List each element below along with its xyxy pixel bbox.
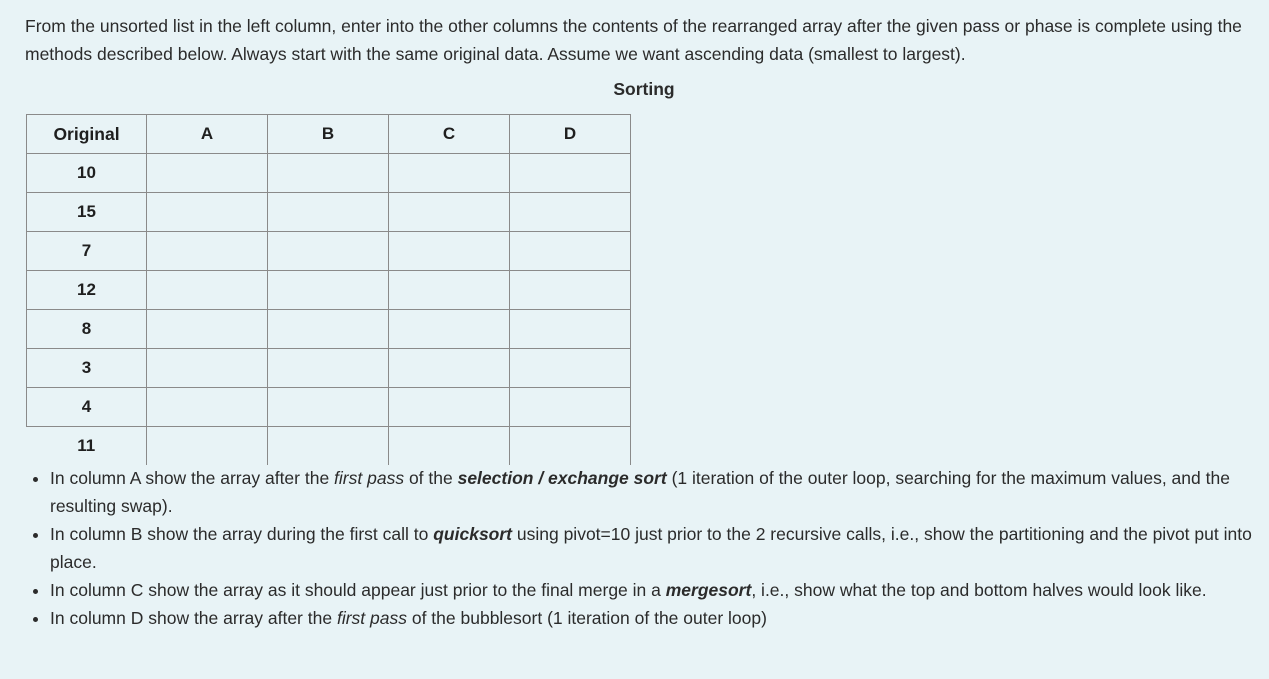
- table-row: [27, 427, 631, 466]
- instruction-text: In column B show the array during the first call to: [50, 524, 434, 544]
- instruction-text: of the: [404, 468, 458, 488]
- original-value: 15: [27, 193, 147, 232]
- answer-cell-c[interactable]: [389, 271, 510, 310]
- answer-cell-d[interactable]: [510, 154, 631, 193]
- answer-cell-c[interactable]: [389, 388, 510, 427]
- answer-cell-c[interactable]: [389, 427, 510, 466]
- answer-cell-b[interactable]: [268, 349, 389, 388]
- answer-cell-d[interactable]: [510, 271, 631, 310]
- emphasis-algorithm: mergesort: [665, 580, 752, 600]
- answer-cell-d[interactable]: [510, 427, 631, 466]
- table-caption: Sorting: [613, 79, 675, 99]
- emphasis-first-pass: first pass: [334, 468, 405, 488]
- answer-cell-b[interactable]: [268, 232, 389, 271]
- answer-cell-b[interactable]: [268, 154, 389, 193]
- answer-cell-a[interactable]: [147, 310, 268, 349]
- answer-cell-a[interactable]: [147, 232, 268, 271]
- instruction-text: using pivot=10 just prior to the 2 recursive calls, i.e., show the partitioning and the pivot put into place.: [50, 524, 1252, 572]
- instruction-column-c: [50, 576, 1269, 604]
- header-c: C: [389, 115, 510, 154]
- answer-cell-d[interactable]: [510, 388, 631, 427]
- original-value: 8: [27, 310, 147, 349]
- answer-cell-a[interactable]: [147, 154, 268, 193]
- intro-paragraph: From the unsorted list in the left column, enter into the other columns the contents of the rearranged array after the given pass or phase is complete using the methods described below. Always start with the same original data. Assume we want ascending data (smallest to largest).: [25, 16, 1242, 64]
- answer-cell-a[interactable]: [147, 271, 268, 310]
- answer-cell-d[interactable]: [510, 193, 631, 232]
- table-row: [27, 193, 631, 232]
- answer-cell-c[interactable]: [389, 232, 510, 271]
- table-row: [27, 349, 631, 388]
- instruction-text: , i.e., show what the top and bottom halves would look like.: [751, 580, 1207, 600]
- header-b: B: [268, 115, 389, 154]
- instruction-text: of the bubblesort (1 iteration of the outer loop): [406, 608, 767, 628]
- answer-cell-b[interactable]: [268, 388, 389, 427]
- answer-cell-c[interactable]: [389, 349, 510, 388]
- table-row: [27, 232, 631, 271]
- answer-cell-a[interactable]: [147, 427, 268, 466]
- table-row: [27, 310, 631, 349]
- original-value: 11: [27, 427, 147, 466]
- header-original: Original: [27, 115, 147, 154]
- answer-cell-c[interactable]: [389, 193, 510, 232]
- instructions-list: [24, 464, 1269, 632]
- instruction-text: In column A show the array after the: [50, 468, 335, 488]
- answer-cell-d[interactable]: [510, 232, 631, 271]
- instruction-text: In column D show the array after the: [50, 608, 337, 628]
- emphasis-algorithm: selection / exchange sort: [457, 468, 667, 488]
- answer-cell-c[interactable]: [389, 310, 510, 349]
- table-header-row: [27, 115, 631, 154]
- table-row: [27, 388, 631, 427]
- instruction-text: (1 iteration of the outer loop, searching for the maximum values, and the resulting swap).: [50, 468, 1230, 516]
- answer-cell-c[interactable]: [389, 154, 510, 193]
- answer-cell-b[interactable]: [268, 427, 389, 466]
- original-value: 10: [27, 154, 147, 193]
- answer-cell-b[interactable]: [268, 310, 389, 349]
- answer-cell-a[interactable]: [147, 349, 268, 388]
- header-d: D: [510, 115, 631, 154]
- original-value: 7: [27, 232, 147, 271]
- instruction-column-a: [50, 464, 1269, 520]
- emphasis-first-pass: first pass: [336, 608, 407, 628]
- answer-cell-d[interactable]: [510, 310, 631, 349]
- original-value: 4: [27, 388, 147, 427]
- header-a: A: [147, 115, 268, 154]
- instruction-text: In column C show the array as it should appear just prior to the final merge in a: [50, 580, 666, 600]
- emphasis-algorithm: quicksort: [433, 524, 513, 544]
- answer-cell-a[interactable]: [147, 193, 268, 232]
- sorting-table: [26, 114, 631, 465]
- answer-cell-a[interactable]: [147, 388, 268, 427]
- answer-cell-b[interactable]: [268, 271, 389, 310]
- table-row: [27, 271, 631, 310]
- instruction-column-d: [50, 604, 1269, 632]
- original-value: 12: [27, 271, 147, 310]
- answer-cell-b[interactable]: [268, 193, 389, 232]
- answer-cell-d[interactable]: [510, 349, 631, 388]
- table-row: [27, 154, 631, 193]
- original-value: 3: [27, 349, 147, 388]
- instruction-column-b: [50, 520, 1269, 576]
